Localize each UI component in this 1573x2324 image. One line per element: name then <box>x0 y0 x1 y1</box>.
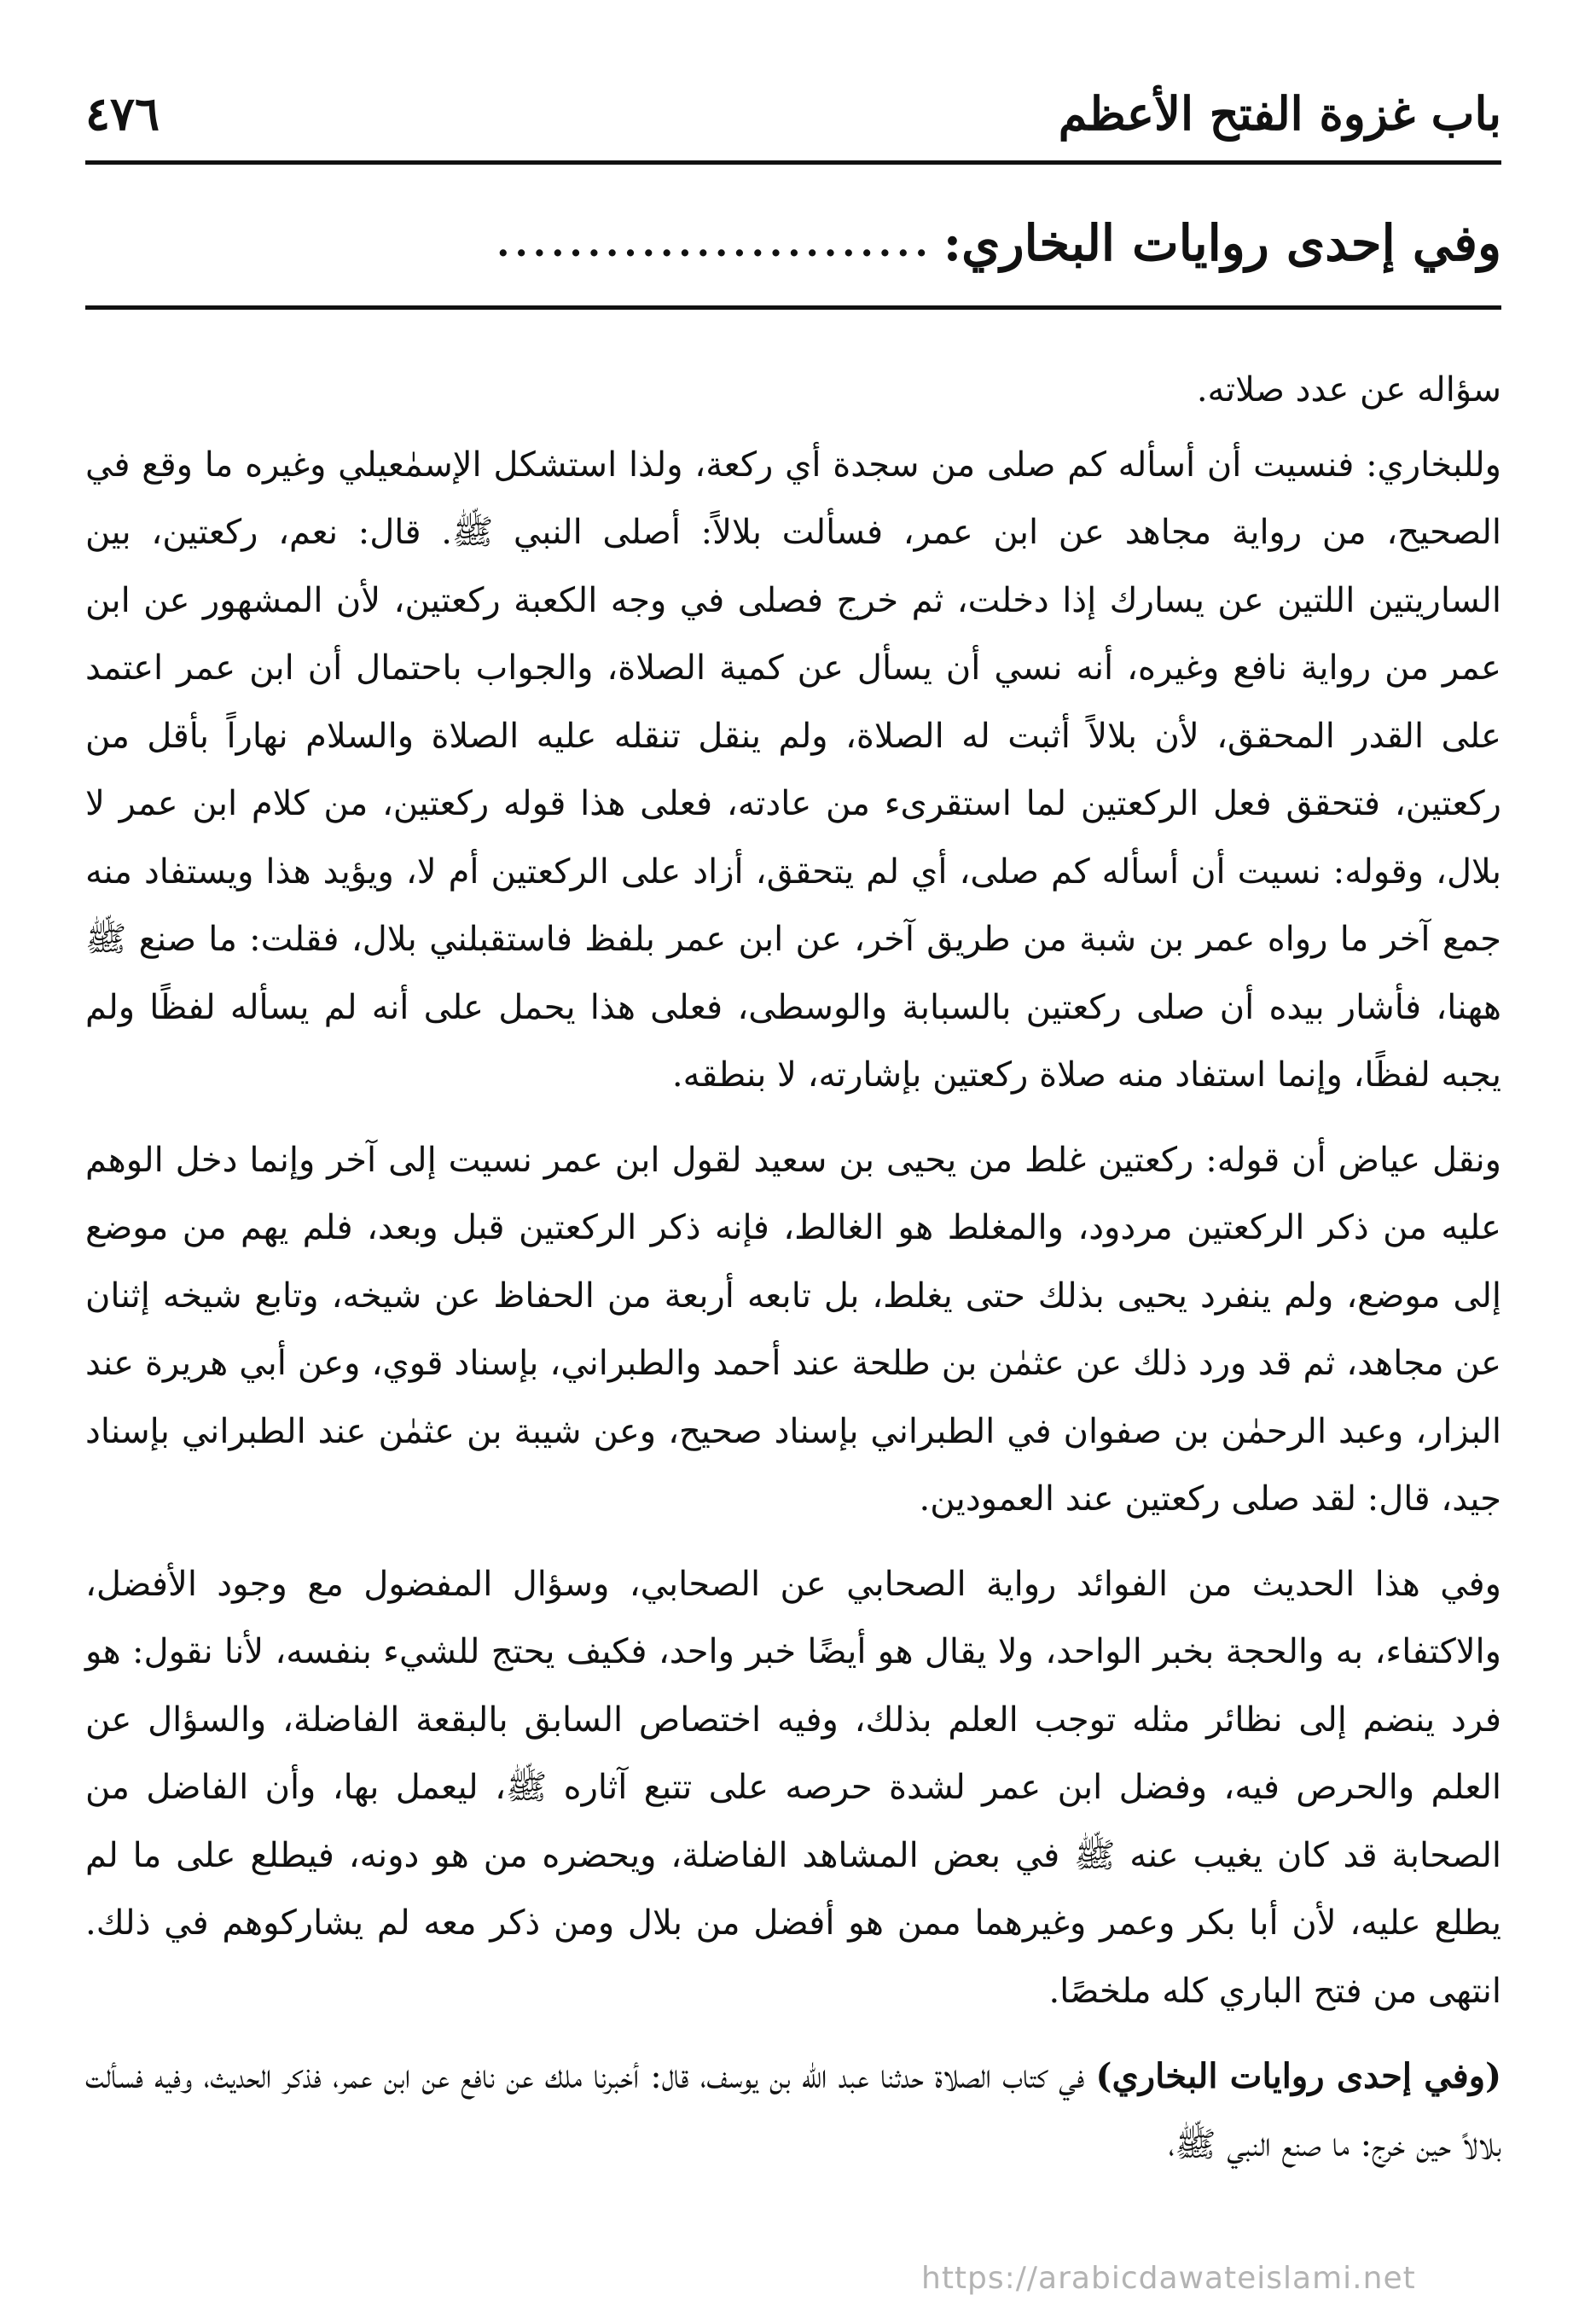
paragraph <box>85 2042 1501 2179</box>
book-page <box>85 0 1501 2324</box>
paragraph: وللبخاري: فنسيت أن أسأله كم صلى من سجدة أي ركعة، ولذا استشكل الإسمٰعيلي وغيره ما وقع في الصحيح، من رواية مجاهد عن ابن عمر، فسألت بلالاً: أصلى النبي ﷺ. قال: نعم، ركعتين، بين الساريتين اللتين عن يسارك إذا دخلت، ثم خرج فصلى في وجه الكعبة ركعتين، لأن المشهور عن ابن عمر من رواية نافع وغيره، أنه نسي أن يسأل عن كمية الصلاة، والجواب باحتمال أن ابن عمر اعتمد على القدر المحقق، لأن بلالاً أثبت له الصلاة، ولم ينقل تنقله عليه الصلاة والسلام نهاراً بأقل من ركعتين، فتحقق فعل الركعتين لما استقرىء من عادته، فعلى هذا قوله ركعتين، من كلام ابن عمر لا بلال، وقوله: نسيت أن أسأله كم صلى، أي لم يتحقق، أزاد على الركعتين أم لا، ويؤيد هذا ويستفاد منه جمع آخر ما رواه عمر بن شبة من طريق آخر، عن ابن عمر بلفظ فاستقبلني بلال، فقلت: ما صنع ﷺ ههنا، فأشار بيده أن صلى ركعتين بالسبابة والوسطى، فعلى هذا يحمل على أنه لم يسأله لفظًا ولم يجبه لفظًا، وإنما استفاد منه صلاة ركعتين بإشارته، لا بنطقه. <box>85 444 1502 1095</box>
paragraph: سؤاله عن عدد صلاته. <box>1196 370 1501 410</box>
running-title: باب غزوة الفتح الأعظم <box>1058 86 1501 141</box>
paragraph: وفي هذا الحديث من الفوائد رواية الصحابي عن الصحابي، وسؤال المفضول مع وجود الأفضل، والاكتفاء، به والحجة بخبر الواحد، ولا يقال هو أيضًا خبر واحد، فكيف يحتج للشيء بنفسه، لأنا نقول: هو فرد ينضم إلى نظائر مثله توجب العلم بذلك، وفيه اختصاص السابق بالبقعة الفاضلة، والسؤال عن العلم والحرص فيه، وفضل ابن عمر لشدة حرصه على تتبع آثاره ﷺ، ليعمل بها، وأن الفاضل من الصحابة قد كان يغيب عنه ﷺ في بعض المشاهد الفاضلة، ويحضره من هو دونه، فيطلع على ما لم يطلع عليه، لأن أبا بكر وعمر وغيرهما ممن هو أفضل من بلال ومن ذكر معه لم يشاركوهم في ذلك. انتهى من فتح الباري كله ملخصًا. <box>85 1564 1501 2011</box>
watermark: https://arabicdawateislami.net <box>921 2261 1416 2296</box>
page-header <box>85 75 1501 152</box>
header-rule <box>85 160 1501 165</box>
section-heading-dots: ........................ <box>496 221 933 265</box>
section-heading <box>85 209 1501 277</box>
paragraph-lead: (وفي إحدى روايات البخاري) <box>1095 2056 1501 2096</box>
page-number: ٤٧٦ <box>85 86 160 141</box>
section-heading-text: وفي إحدى روايات البخاري: <box>943 214 1501 272</box>
section-rule <box>85 305 1501 310</box>
paragraph-text: في كتاب الصلاة حدثنا عبد اللّٰه بن يوسف، قال: أخبرنا ملك عن نافع عن ابن عمر، فذكر الحديث، وفيه فسألت بلالاً حين خرج: ما صنع النبي ﷺ، <box>85 2057 1501 2164</box>
paragraph: ونقل عياض أن قوله: ركعتين غلط من يحيى بن سعيد لقول ابن عمر نسيت إلى آخر وإنما دخل الوهم عليه من ذكر الركعتين مردود، والمغلط هو الغالط، فإنه ذكر الركعتين قبل وبعد، فلم يهم من موضع إلى موضع، ولم ينفرد يحيى بذلك حتى يغلط، بل تابعه أربعة من الحفاظ عن شيخه، وتابع شيخه إثنان عن مجاهد، ثم قد ورد ذلك عن عثمٰن بن طلحة عند أحمد والطبراني، بإسناد قوي، وعن أبي هريرة عند البزار، وعبد الرحمٰن بن صفوان في الطبراني بإسناد صحيح، وعن شيبة بن عثمٰن عند الطبراني بإسناد جيد، قال: لقد صلى ركعتين عند العمودين. <box>85 1140 1501 1519</box>
body-text <box>85 357 1501 2196</box>
